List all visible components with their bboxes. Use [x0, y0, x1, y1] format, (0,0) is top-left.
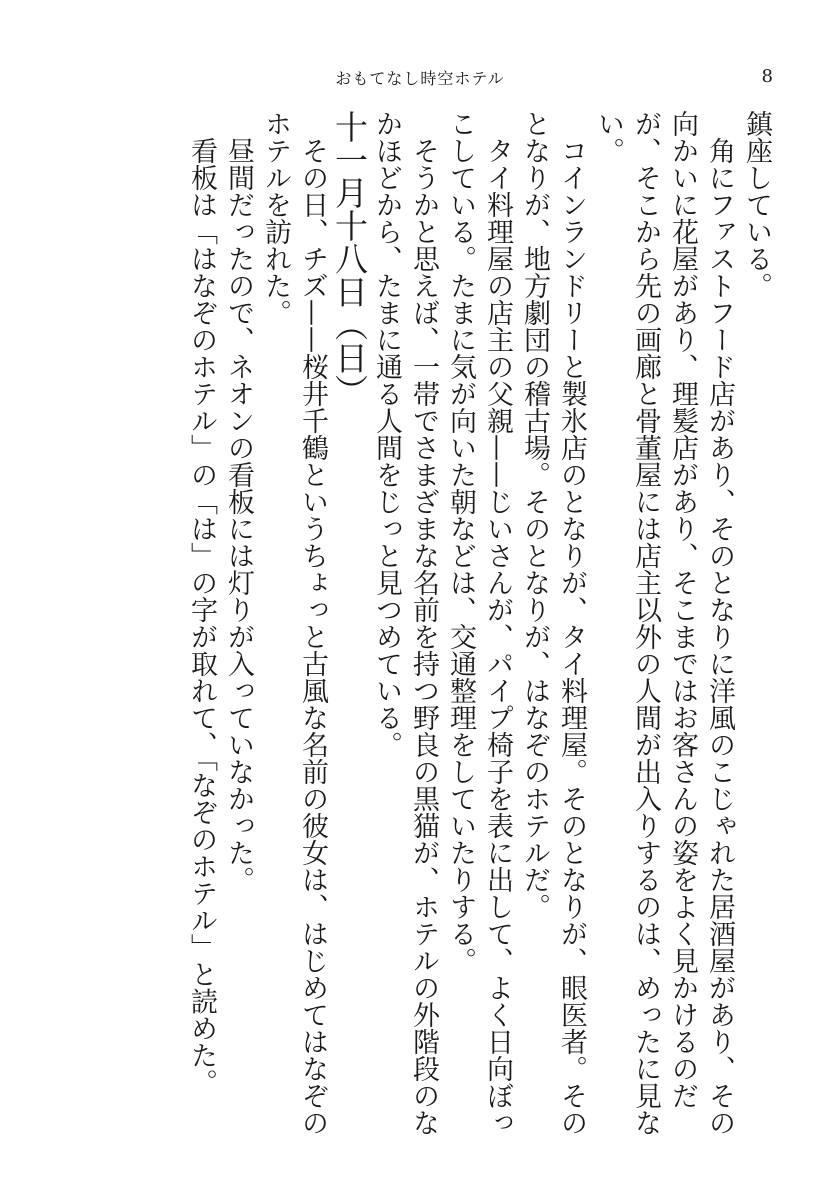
page-number: 8: [761, 66, 773, 87]
paragraph-5: そうかと思えば、一帯でさまざまな名前を持つ野良の黒猫が、ホテルの外階段のなかほどから、たまに通る人間をじっと見つめている。: [371, 110, 439, 1136]
paragraph-2: 角にファストフード店があり、そのとなりに洋風のこじゃれた居酒屋があり、その向かいに花屋があり、理髪店があり、そこまではお客さんの姿をよく見かけるのだが、そこから先の画廊と骨董屋には店主以外の人間が出入りするのは、めったに見ない。: [593, 110, 735, 1136]
paragraph-6: その日、チズ——桜井千鶴というちょっと古風な名前の彼女は、はじめてはなぞのホテルを訪れた。: [260, 110, 328, 1136]
vertical-text-body: [45, 110, 775, 1140]
section-heading-date: 十一月十八日（日）: [330, 110, 369, 407]
paragraph-1: 鎮座している。: [741, 110, 772, 299]
paragraph-8: 看板は「はなぞのホテル」の「は」の字が取れて、「なぞのホテル」と読めた。: [186, 137, 217, 1096]
paragraph-4: タイ料理屋の店主の父親——じいさんが、パイプ椅子を表に出して、よく日向ぼっこしている。たまに気が向いた朝などは、交通整理をしていたりする。: [445, 110, 513, 1136]
paragraph-7: 昼間だったので、ネオンの看板には灯りが入っていなかった。: [223, 137, 254, 893]
running-header-title: おもてなし時空ホテル: [335, 69, 505, 88]
paragraph-3: コインランドリーと製氷店のとなりが、タイ料理屋。そのとなりが、眼医者。そのとなりが、地方劇団の稽古場。そのとなりが、はなぞのホテルだ。: [519, 110, 587, 1136]
